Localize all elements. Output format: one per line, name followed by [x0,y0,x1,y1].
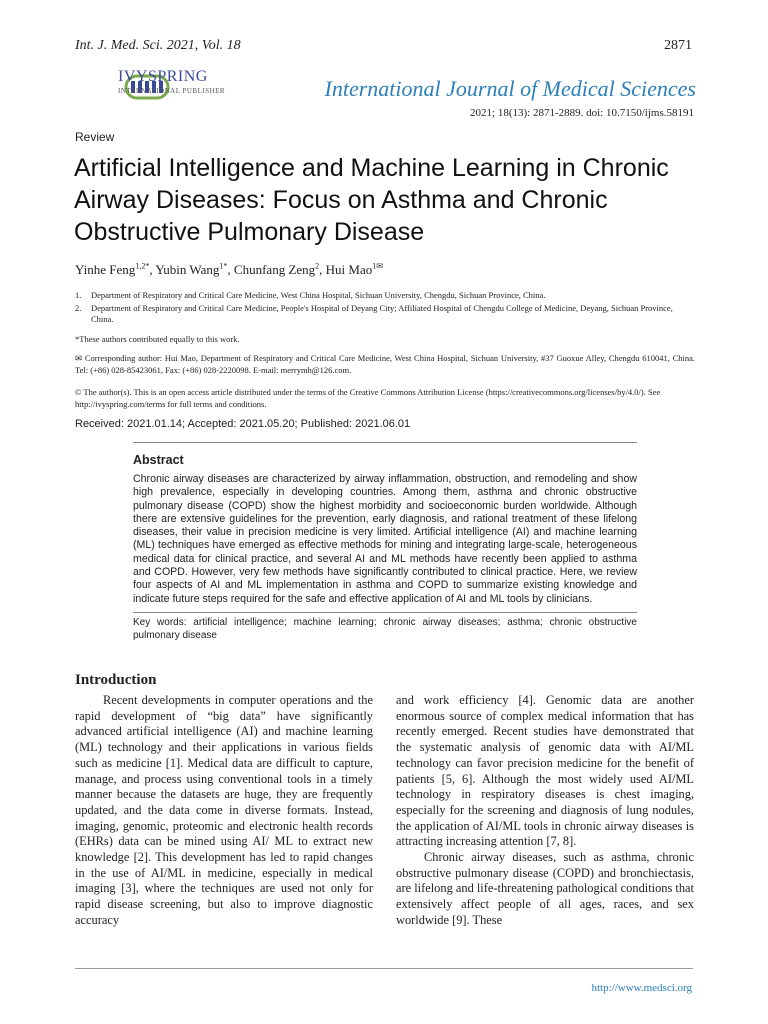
publisher-subtitle: INTERNATIONAL PUBLISHER [118,87,226,95]
corresponding-author: ✉ Corresponding author: Hui Mao, Department of Respiratory and Critical Care Medicine, West China Hospital, Sichuan University, #37 Guoxue Alley, Chengdu 610041, China. Tel: (+86) 028-85423061, Fax: (+86) 028-2220098. E-mail: merrymh@126.com. [75,353,695,375]
page-number: 2871 [664,38,692,53]
article-title: Artificial Intelligence and Machine Learning in Chronic Airway Diseases: Focus on Asthma and Chronic Obstructive Pulmonary Disease [74,154,669,246]
paragraph: Recent developments in computer operations and the rapid development of “big data” have significantly advanced artificial intelligence (AI) and machine learning (ML) technology and their applications in various fields such as medicine [1]. Medical data are difficult to capture, manage, and process using conventional tools in a timely manner because the datasets are huge, they are frequently updated, and the data come in diverse formats. Instead, imaging, genomic, proteomic and electronic health records (EHRs) data can be mined using AI/ ML to extract new knowledge [2]. This development has led to rapid changes in the use of AI/ML in medicine, especially in medical imaging [3], where the techniques are used not only for rapid disease screening, but also to improve diagnostic accuracy [75,693,373,927]
divider [133,612,637,613]
license-notice: © The author(s). This is an open access article distributed under the terms of the Creative Commons Attribution License (https://creativecommons.org/licenses/by/4.0/). See http://ivyspring.com/terms for full terms and conditions. [75,387,661,409]
equal-contribution-note: *These authors contributed equally to this work. [75,334,240,344]
abstract-text: Chronic airway diseases are characterized by airway inflammation, obstruction, and remodeling and show high prevalence, especially in developing countries. Among them, asthma and chronic obstructive pulmonary disease (COPD) show the highest morbidity and socioeconomic burden worldwide. Although there are extensive guidelines for the prevention, early diagnosis, and rational treatment of these lifelong diseases, their value in precision medicine is very limited. Artificial intelligence (AI) and machine learning (ML) techniques have emerged as effective methods for mining and integrating large-scale, heterogeneous medical data for clinical practice, and several AI and ML methods have recently been applied to asthma and COPD. However, very few methods have significantly contributed to clinical practice. Here, we review four aspects of AI and ML implementation in asthma and COPD to summarize existing knowledge and indicate future steps required for the safe and effective application of AI and ML tools by clinicians. [133,473,637,605]
abstract-heading: Abstract [133,453,184,467]
article-dates: Received: 2021.01.14; Accepted: 2021.05.20; Published: 2021.06.01 [75,418,411,430]
running-head: Int. J. Med. Sci. 2021, Vol. 18 [75,38,241,53]
affiliation: 2. Department of Respiratory and Critical Care Medicine, People's Hospital of Deyang City; Affiliated Hospital of Chengdu College of Medicine, Deyang, Sichuan Province, China. [75,303,673,324]
publisher-name: IVYSPRING [118,68,208,85]
section-heading-introduction: Introduction [75,672,157,688]
paragraph: and work efficiency [4]. Genomic data are another enormous source of complex medical information that has recently emerged. Recent studies have demonstrated that the systematic analysis of genomic data with AI/ML technology can favor precision medicine for the benefit of patients [5, 6]. Although the most widely used AI/ML technology in respiratory diseases is chest imaging, especially for the screening and diagnosis of lung nodules, the application of AI/ML tools in chronic airway diseases is attracting increasing attention [7, 8]. [396,693,694,849]
footer-divider [75,968,693,969]
abstract-box [133,442,637,642]
article-type: Review [75,130,115,144]
journal-name: International Journal of Medical Sciences [324,76,696,101]
author: Yinhe Feng$^{1,2*}$, [75,262,156,278]
citation: 2021; 18(13): 2871-2889. doi: 10.7150/ijms.58191 [470,107,694,119]
author-list [75,262,383,278]
footer-link[interactable]: http://www.medsci.org [591,982,692,994]
body-column-right [396,693,694,929]
paragraph: Chronic airway diseases, such as asthma, chronic obstructive pulmonary disease (COPD) and bronchiectasis, are lifelong and life-threatening pathological conditions that extensively affect people of all ages, races, and sex worldwide [9]. These [396,850,694,927]
body-column-left [75,693,373,929]
author: Yubin Wang$^{1*}$, [155,262,234,278]
author: Hui Mao$^{1✉}$ [325,262,383,278]
affiliation: 1. Department of Respiratory and Critical Care Medicine, West China Hospital, Sichuan University, Chengdu, Sichuan Province, China. [75,290,546,300]
divider [133,442,637,443]
keywords: Key words: artificial intelligence; machine learning; chronic airway diseases; asthma; chronic obstructive pulmonary disease [133,616,637,641]
author: Chunfang Zeng$^2$, [233,262,326,278]
